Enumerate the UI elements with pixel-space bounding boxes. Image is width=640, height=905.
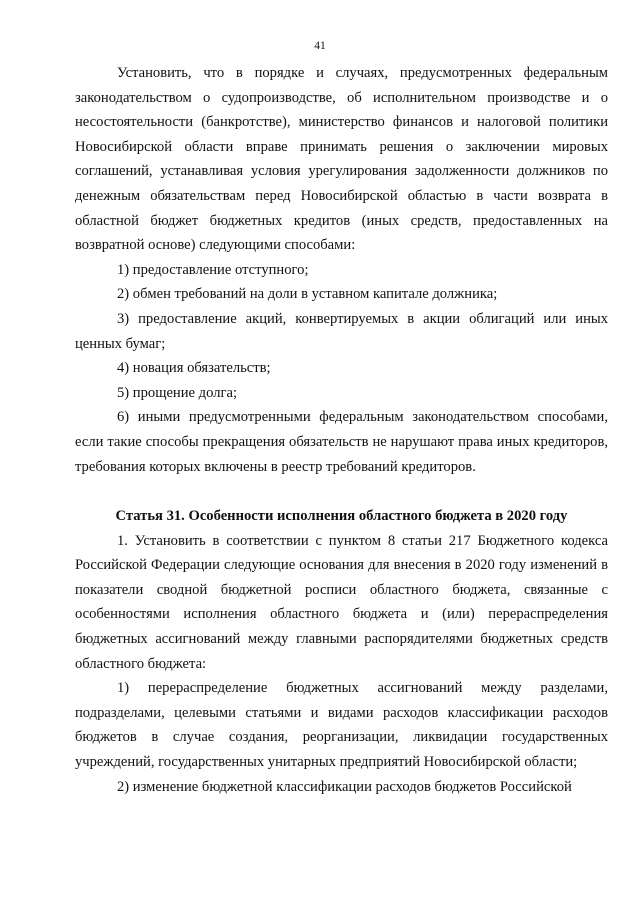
list-item-6: 6) иными предусмотренными федеральным законодательством способами, если такие способы прекращения обязательств не нарушают права иных кредиторов, требования которых включены в реестр требований кредиторов.	[75, 409, 608, 475]
list-item-3: 3) предоставление акций, конвертируемых в акции облигаций или иных ценных бумаг;	[75, 310, 608, 352]
article-list-item-1: 1) перераспределение бюджетных ассигнований между разделами, подразделами, целевыми статьями и видами расходов классификации расходов бюджетов в случае создания, реорганизации, ликвидации государственных учреждений, государственных унитарных предприятий Новосибирской области;	[75, 680, 608, 771]
article-list-item-2: 2) изменение бюджетной классификации расходов бюджетов Российской	[117, 778, 572, 795]
list-item-2: 2) обмен требований на доли в уставном капитале должника;	[117, 286, 498, 303]
paragraph-intro: Установить, что в порядке и случаях, предусмотренных федеральным законодательством о судопроизводстве, об исполнительном производстве и о несостоятельности (банкротстве), министерство финансов и налоговой политики Новосибирской области вправе принимать решения о заключении мировых соглашений, устанавливая условия урегулирования задолженности должников по денежным обязательствам перед Новосибирской областью в части возврата в областной бюджет бюджетных кредитов (иных средств, предоставленных на возвратной основе) следующими способами:	[75, 65, 608, 254]
list-item-4: 4) новация обязательств;	[117, 360, 271, 377]
page-number: 41	[314, 40, 326, 52]
document-body	[75, 61, 608, 799]
article-paragraph-1: 1. Установить в соответствии с пунктом 8 статьи 217 Бюджетного кодекса Российской Федерации следующие основания для внесения в 2020 году изменений в показатели сводной бюджетной росписи областного бюджета, связанные с особенностями исполнения областного бюджета и (или) перераспределения бюджетных ассигнований между главными распорядителями бюджетных средств областного бюджета:	[75, 532, 608, 672]
article-heading: Статья 31. Особенности исполнения областного бюджета в 2020 году	[115, 508, 568, 525]
list-item-1: 1) предоставление отступного;	[117, 261, 309, 278]
list-item-5: 5) прощение долга;	[117, 384, 237, 401]
